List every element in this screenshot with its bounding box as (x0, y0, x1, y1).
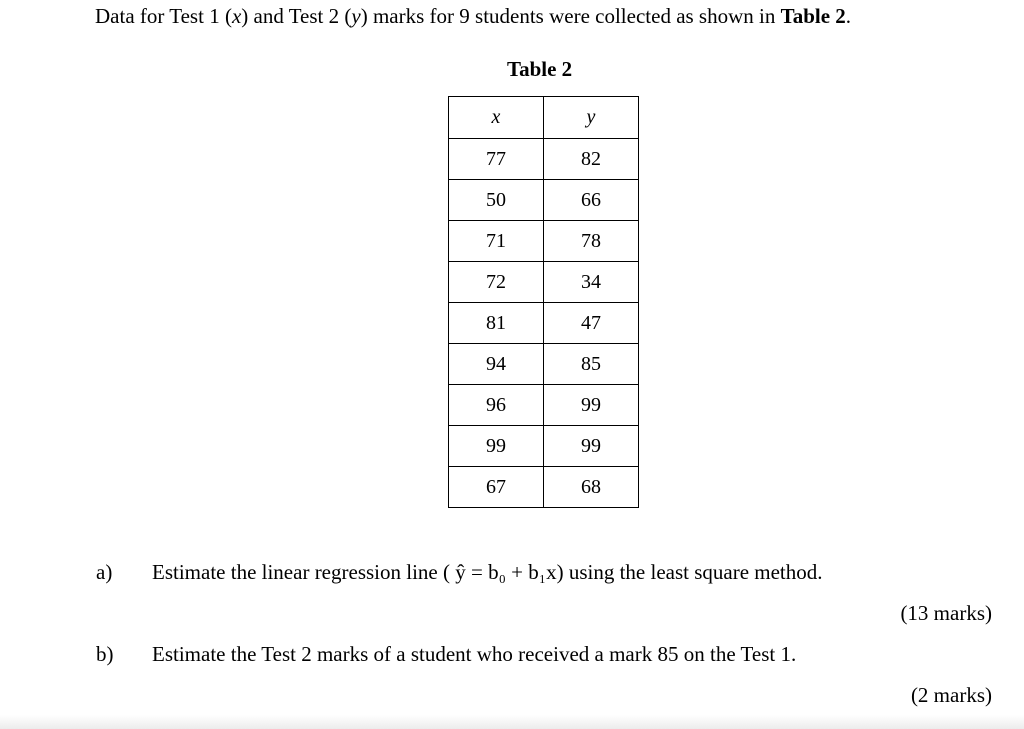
cell-y: 82 (544, 139, 639, 180)
intro-text-1: Data for Test 1 ( (95, 4, 232, 28)
question-b-text: Estimate the Test 2 marks of a student who received a mark 85 on the Test 1. (152, 642, 797, 666)
table-header-row (449, 97, 639, 139)
cell-y: 99 (544, 385, 639, 426)
cell-x: 77 (449, 139, 544, 180)
cell-y: 66 (544, 180, 639, 221)
cell-x: 81 (449, 303, 544, 344)
intro-table-reference: Table 2 (780, 4, 846, 28)
header-y: y (544, 97, 639, 139)
cell-y: 47 (544, 303, 639, 344)
cell-y: 99 (544, 426, 639, 467)
question-a-text-before: Estimate the linear regression line ( (152, 560, 450, 584)
cell-y: 68 (544, 467, 639, 508)
question-a-marks: (13 marks) (900, 601, 992, 625)
cell-x: 71 (449, 221, 544, 262)
header-x: x (449, 97, 544, 139)
table-row (449, 180, 639, 221)
table-row (449, 139, 639, 180)
regression-equation: ŷ = b₀ + b₁x (449, 560, 557, 584)
page-bottom-shadow (0, 715, 1024, 729)
cell-x: 99 (449, 426, 544, 467)
table-row (449, 221, 639, 262)
intro-text-2: ) and Test 2 ( (241, 4, 352, 28)
cell-x: 72 (449, 262, 544, 303)
intro-text-4: . (845, 4, 852, 28)
question-a-text-after: ) using the least square method. (556, 560, 823, 584)
intro-y-variable: y (351, 4, 361, 28)
cell-y: 78 (544, 221, 639, 262)
intro-x-variable: x (231, 4, 242, 28)
cell-x: 50 (449, 180, 544, 221)
cell-x: 94 (449, 344, 544, 385)
intro-text-3: ) marks for 9 students were collected as shown in (360, 4, 781, 28)
table-title: Table 2 (507, 57, 573, 81)
question-a-label: a) (96, 560, 113, 584)
question-b-marks: (2 marks) (910, 683, 992, 707)
table-row (449, 467, 639, 508)
question-a-text (152, 560, 823, 585)
table-row (449, 426, 639, 467)
cell-y: 85 (544, 344, 639, 385)
table-row (449, 262, 639, 303)
table-row (449, 303, 639, 344)
table-row (449, 385, 639, 426)
data-table (448, 96, 639, 508)
intro-sentence (95, 4, 851, 29)
cell-y: 34 (544, 262, 639, 303)
question-b-label: b) (96, 642, 114, 666)
table-row (449, 344, 639, 385)
cell-x: 96 (449, 385, 544, 426)
cell-x: 67 (449, 467, 544, 508)
